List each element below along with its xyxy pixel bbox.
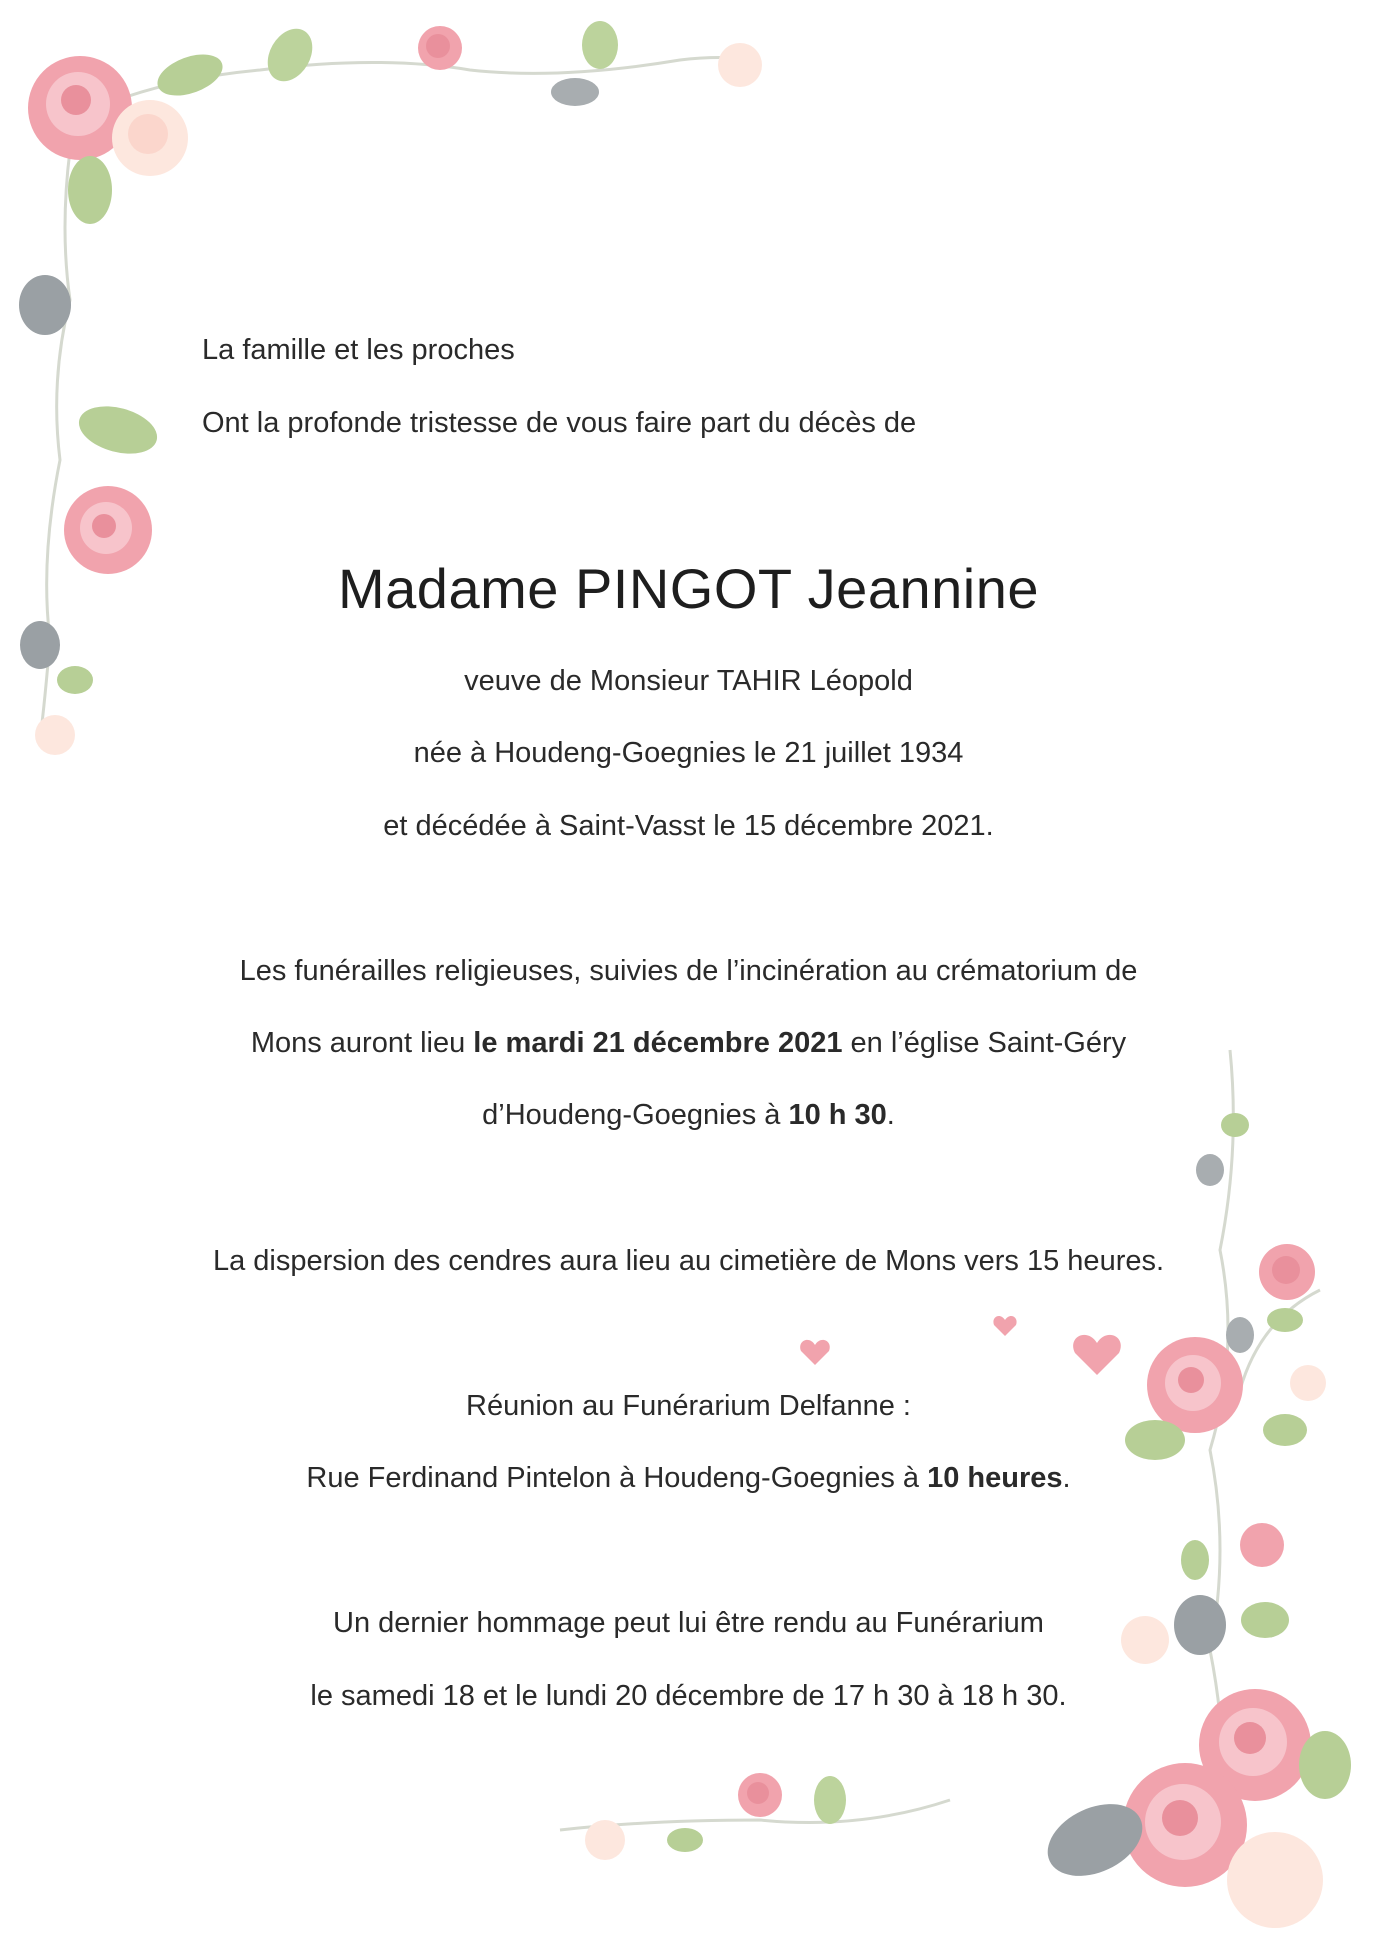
funeral-line-3-post: . — [886, 1099, 895, 1131]
funeral-line-3-pre: d’Houdeng-Goegnies à — [482, 1099, 789, 1131]
tribute-line-1: Un dernier hommage peut lui être rendu au Funérarium — [333, 1607, 1044, 1639]
intro-line-2: Ont la profonde tristesse de vous faire part du décès de — [202, 407, 917, 439]
funeral-line-2-post: en l’église Saint-Géry — [842, 1027, 1127, 1059]
reunion-line-2-post: . — [1062, 1462, 1071, 1494]
reunion-line-2 — [0, 1460, 1377, 1496]
death-line: et décédée à Saint-Vasst le 15 décembre 2021. — [383, 810, 994, 842]
intro-line-1: La famille et les proches — [202, 334, 515, 366]
funeral-line-2-pre: Mons auront lieu — [250, 1027, 474, 1059]
funeral-date: le mardi 21 décembre 2021 — [473, 1027, 843, 1059]
reunion-line-1: Réunion au Funérarium Delfanne : — [466, 1390, 911, 1422]
birth-line: née à Houdeng-Goegnies le 21 juillet 1934 — [413, 737, 964, 769]
funeral-time: 10 h 30 — [788, 1099, 887, 1131]
rose-icon-top-left — [28, 56, 188, 176]
deceased-name: Madame PINGOT Jeannine — [338, 557, 1039, 620]
dispersion-line: La dispersion des cendres aura lieu au cimetière de Mons vers 15 heures. — [212, 1245, 1165, 1277]
widow-line: veuve de Monsieur TAHIR Léopold — [464, 665, 913, 697]
tribute-line-2: le samedi 18 et le lundi 20 décembre de 17 h 30 à 18 h 30. — [310, 1680, 1067, 1712]
funeral-line-1: Les funérailles religieuses, suivies de l’incinération au crématorium de — [239, 955, 1138, 987]
reunion-time: 10 heures — [927, 1462, 1063, 1494]
funeral-line-2 — [0, 1025, 1377, 1061]
reunion-line-2-pre: Rue Ferdinand Pintelon à Houdeng-Goegnies à — [306, 1462, 928, 1494]
funeral-line-3 — [0, 1097, 1377, 1133]
rose-icon-bottom-right — [1123, 1689, 1323, 1928]
